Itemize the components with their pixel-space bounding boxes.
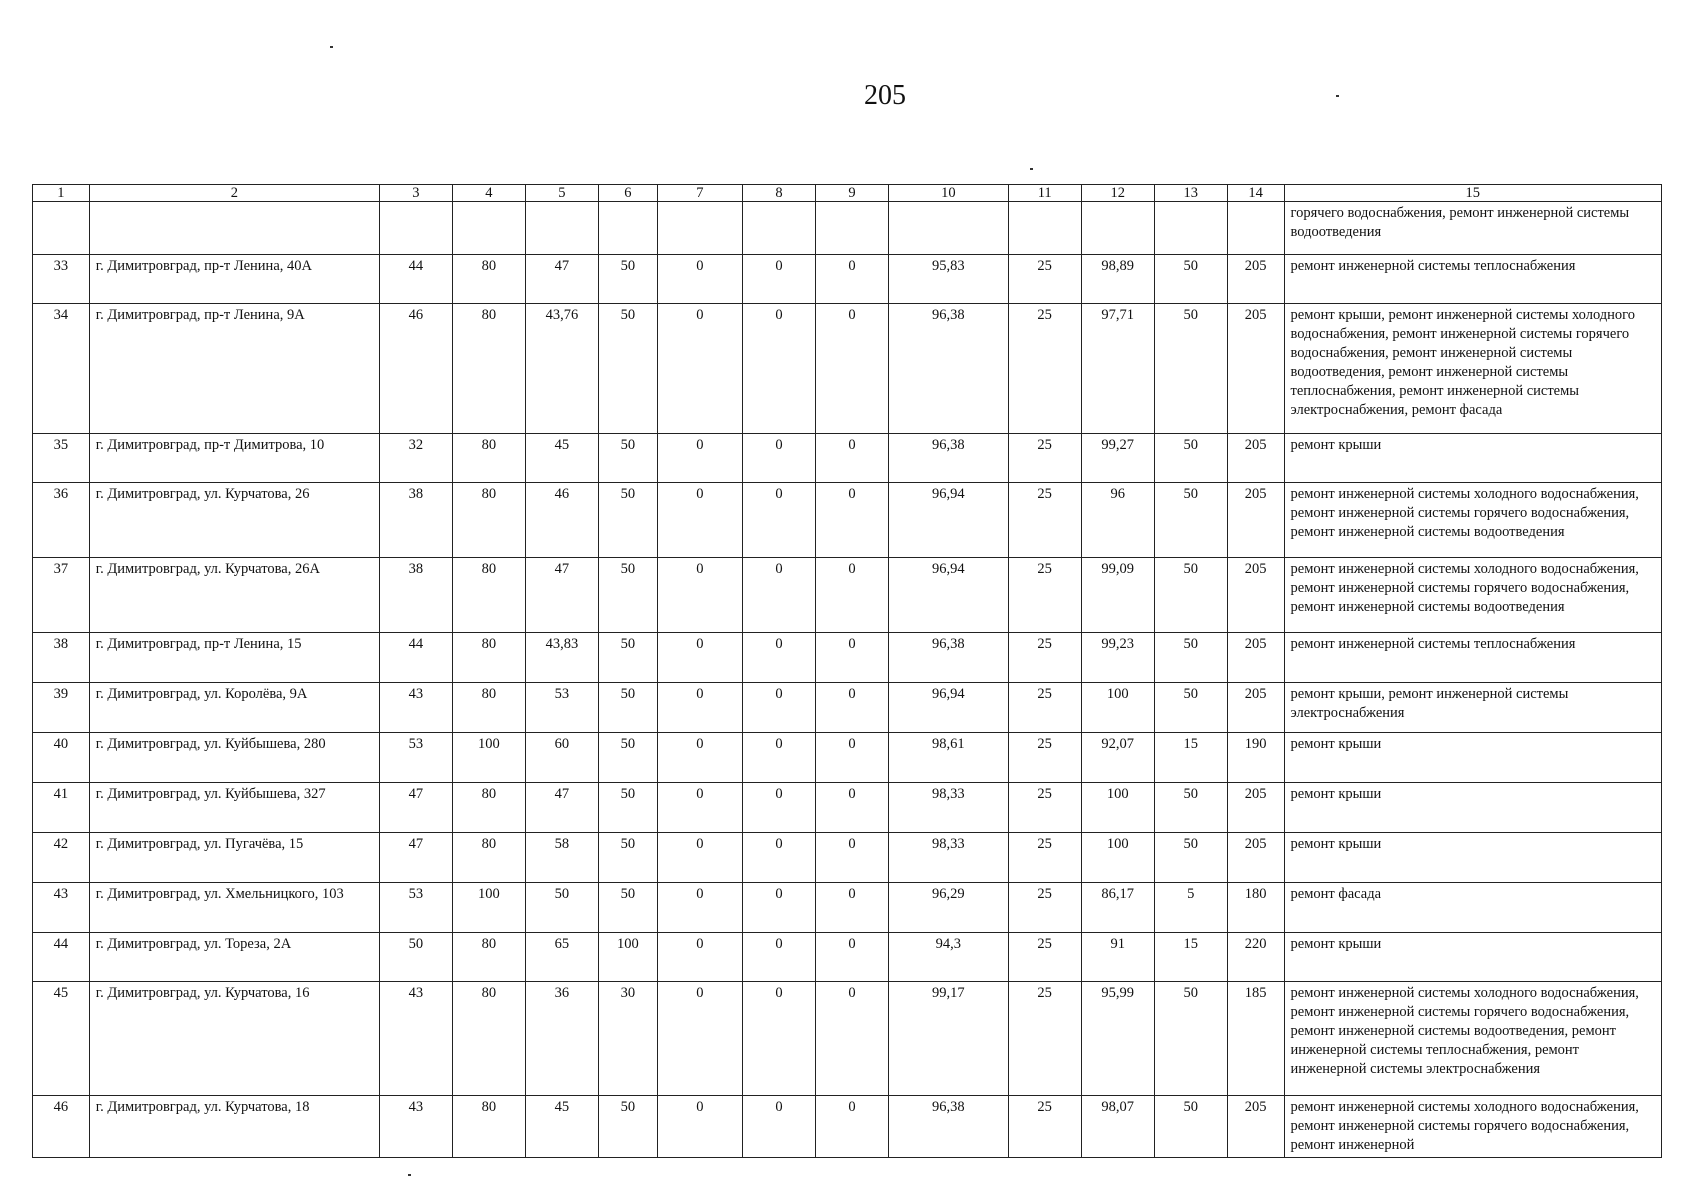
address-cell: г. Димитровград, ул. Куйбышева, 280 (89, 733, 379, 783)
value-cell-col-6: 50 (598, 1096, 657, 1158)
value-cell-col-6: 50 (598, 304, 657, 434)
value-cell-col-13: 50 (1154, 558, 1227, 633)
scan-speck (408, 1174, 411, 1176)
table-row (33, 558, 1662, 633)
row-number-cell: 41 (33, 783, 90, 833)
value-cell-col-9: 0 (815, 883, 888, 933)
scan-speck (1336, 95, 1339, 97)
value-cell-col-14: 205 (1227, 783, 1284, 833)
value-cell-col-9: 0 (815, 833, 888, 883)
scan-speck (1030, 168, 1033, 170)
table-row (33, 434, 1662, 483)
table-row (33, 1096, 1662, 1158)
value-cell-col-8: 0 (742, 483, 815, 558)
value-cell-col-12: 95,99 (1081, 982, 1154, 1096)
value-cell-col-12: 99,09 (1081, 558, 1154, 633)
works-cell: ремонт крыши (1284, 434, 1661, 483)
works-cell: ремонт инженерной системы теплоснабжения (1284, 255, 1661, 304)
row-number-cell: 42 (33, 833, 90, 883)
header-cell: 6 (598, 185, 657, 202)
table-row (33, 833, 1662, 883)
value-cell-col-13: 15 (1154, 933, 1227, 982)
value-cell-col-5: 53 (525, 683, 598, 733)
value-cell-col-14: 205 (1227, 1096, 1284, 1158)
value-cell-col-11: 25 (1008, 483, 1081, 558)
value-cell-col-9: 0 (815, 304, 888, 434)
value-cell-col-6: 100 (598, 933, 657, 982)
works-cell: ремонт крыши (1284, 733, 1661, 783)
value-cell-col-4: 100 (452, 733, 525, 783)
value-cell-col-3: 47 (379, 783, 452, 833)
value-cell-col-5: 36 (525, 982, 598, 1096)
value-cell-col-9: 0 (815, 255, 888, 304)
value-cell-col-5: 43,76 (525, 304, 598, 434)
value-cell-col-8 (742, 202, 815, 255)
value-cell-col-13: 50 (1154, 783, 1227, 833)
table-row (33, 683, 1662, 733)
address-cell: г. Димитровград, пр-т Ленина, 40А (89, 255, 379, 304)
value-cell-col-3: 38 (379, 558, 452, 633)
value-cell-col-14: 205 (1227, 558, 1284, 633)
value-cell-col-3: 44 (379, 255, 452, 304)
value-cell-col-7: 0 (657, 483, 742, 558)
value-cell-col-3: 47 (379, 833, 452, 883)
scan-speck (330, 46, 333, 48)
value-cell-col-14: 205 (1227, 434, 1284, 483)
value-cell-col-4: 80 (452, 304, 525, 434)
value-cell-col-8: 0 (742, 982, 815, 1096)
value-cell-col-13: 50 (1154, 833, 1227, 883)
value-cell-col-10: 96,38 (888, 434, 1008, 483)
address-cell: г. Димитровград, ул. Пугачёва, 15 (89, 833, 379, 883)
value-cell-col-10 (888, 202, 1008, 255)
value-cell-col-11: 25 (1008, 434, 1081, 483)
header-cell: 10 (888, 185, 1008, 202)
value-cell-col-9 (815, 202, 888, 255)
value-cell-col-7: 0 (657, 255, 742, 304)
value-cell-col-3: 43 (379, 982, 452, 1096)
address-cell: г. Димитровград, пр-т Ленина, 15 (89, 633, 379, 683)
header-cell: 3 (379, 185, 452, 202)
address-cell: г. Димитровград, ул. Куйбышева, 327 (89, 783, 379, 833)
address-cell: г. Димитровград, ул. Тореза, 2А (89, 933, 379, 982)
value-cell-col-10: 94,3 (888, 933, 1008, 982)
value-cell-col-13: 15 (1154, 733, 1227, 783)
value-cell-col-5: 65 (525, 933, 598, 982)
works-cell: ремонт крыши, ремонт инженерной системы холодного водоснабжения, ремонт инженерной системы горячего водоснабжения, ремонт инженерной системы водоотведения, ремонт инженерной системы теплоснабжения, ремонт инженерной системы электроснабжения, ремонт фасада (1284, 304, 1661, 434)
row-number-cell: 43 (33, 883, 90, 933)
address-cell: г. Димитровград, ул. Курчатова, 18 (89, 1096, 379, 1158)
value-cell-col-14: 205 (1227, 483, 1284, 558)
value-cell-col-4: 80 (452, 783, 525, 833)
value-cell-col-3: 43 (379, 1096, 452, 1158)
value-cell-col-9: 0 (815, 483, 888, 558)
table-row (33, 483, 1662, 558)
table-row (33, 202, 1662, 255)
address-cell: г. Димитровград, ул. Курчатова, 16 (89, 982, 379, 1096)
value-cell-col-11: 25 (1008, 933, 1081, 982)
value-cell-col-4: 80 (452, 255, 525, 304)
row-number-cell (33, 202, 90, 255)
value-cell-col-13: 5 (1154, 883, 1227, 933)
row-number-cell: 36 (33, 483, 90, 558)
value-cell-col-5: 47 (525, 783, 598, 833)
value-cell-col-5: 47 (525, 558, 598, 633)
value-cell-col-6: 50 (598, 434, 657, 483)
value-cell-col-12: 100 (1081, 833, 1154, 883)
value-cell-col-7: 0 (657, 833, 742, 883)
value-cell-col-6: 50 (598, 255, 657, 304)
value-cell-col-8: 0 (742, 558, 815, 633)
value-cell-col-14: 205 (1227, 633, 1284, 683)
value-cell-col-3: 44 (379, 633, 452, 683)
row-number-cell: 37 (33, 558, 90, 633)
value-cell-col-8: 0 (742, 304, 815, 434)
value-cell-col-14: 205 (1227, 304, 1284, 434)
value-cell-col-6: 30 (598, 982, 657, 1096)
value-cell-col-12: 99,23 (1081, 633, 1154, 683)
header-row (33, 185, 1662, 202)
value-cell-col-9: 0 (815, 434, 888, 483)
value-cell-col-4: 80 (452, 434, 525, 483)
works-cell: ремонт фасада (1284, 883, 1661, 933)
value-cell-col-7: 0 (657, 933, 742, 982)
header-cell: 2 (89, 185, 379, 202)
value-cell-col-6: 50 (598, 558, 657, 633)
value-cell-col-9: 0 (815, 733, 888, 783)
works-cell: ремонт инженерной системы холодного водоснабжения, ремонт инженерной системы горячего водоснабжения, ремонт инженерной (1284, 1096, 1661, 1158)
works-cell: ремонт инженерной системы холодного водоснабжения, ремонт инженерной системы горячего водоснабжения, ремонт инженерной системы водоотведения (1284, 483, 1661, 558)
table-row (33, 733, 1662, 783)
value-cell-col-11: 25 (1008, 683, 1081, 733)
works-cell: ремонт инженерной системы холодного водоснабжения, ремонт инженерной системы горячего водоснабжения, ремонт инженерной системы водоотведения (1284, 558, 1661, 633)
value-cell-col-5: 43,83 (525, 633, 598, 683)
value-cell-col-13: 50 (1154, 1096, 1227, 1158)
value-cell-col-5: 45 (525, 434, 598, 483)
value-cell-col-12: 98,89 (1081, 255, 1154, 304)
value-cell-col-3: 43 (379, 683, 452, 733)
value-cell-col-13: 50 (1154, 633, 1227, 683)
value-cell-col-9: 0 (815, 683, 888, 733)
value-cell-col-10: 96,38 (888, 304, 1008, 434)
value-cell-col-9: 0 (815, 633, 888, 683)
row-number-cell: 39 (33, 683, 90, 733)
value-cell-col-5: 50 (525, 883, 598, 933)
header-cell: 14 (1227, 185, 1284, 202)
value-cell-col-6: 50 (598, 483, 657, 558)
value-cell-col-12: 96 (1081, 483, 1154, 558)
value-cell-col-7: 0 (657, 304, 742, 434)
header-cell: 15 (1284, 185, 1661, 202)
value-cell-col-11: 25 (1008, 982, 1081, 1096)
address-cell: г. Димитровград, пр-т Димитрова, 10 (89, 434, 379, 483)
value-cell-col-14: 220 (1227, 933, 1284, 982)
value-cell-col-10: 96,94 (888, 683, 1008, 733)
value-cell-col-8: 0 (742, 255, 815, 304)
value-cell-col-12: 99,27 (1081, 434, 1154, 483)
address-cell: г. Димитровград, пр-т Ленина, 9А (89, 304, 379, 434)
row-number-cell: 34 (33, 304, 90, 434)
value-cell-col-8: 0 (742, 783, 815, 833)
works-cell: ремонт крыши, ремонт инженерной системы электроснабжения (1284, 683, 1661, 733)
value-cell-col-4: 80 (452, 1096, 525, 1158)
value-cell-col-3 (379, 202, 452, 255)
value-cell-col-12: 92,07 (1081, 733, 1154, 783)
value-cell-col-13: 50 (1154, 982, 1227, 1096)
header-cell: 11 (1008, 185, 1081, 202)
value-cell-col-9: 0 (815, 783, 888, 833)
value-cell-col-3: 46 (379, 304, 452, 434)
value-cell-col-10: 98,33 (888, 833, 1008, 883)
row-number-cell: 46 (33, 1096, 90, 1158)
value-cell-col-14: 190 (1227, 733, 1284, 783)
header-cell: 1 (33, 185, 90, 202)
address-cell (89, 202, 379, 255)
value-cell-col-7: 0 (657, 883, 742, 933)
value-cell-col-14: 185 (1227, 982, 1284, 1096)
value-cell-col-5: 60 (525, 733, 598, 783)
value-cell-col-7: 0 (657, 733, 742, 783)
value-cell-col-4: 80 (452, 982, 525, 1096)
value-cell-col-13 (1154, 202, 1227, 255)
value-cell-col-11: 25 (1008, 1096, 1081, 1158)
value-cell-col-13: 50 (1154, 304, 1227, 434)
value-cell-col-11: 25 (1008, 783, 1081, 833)
value-cell-col-8: 0 (742, 633, 815, 683)
value-cell-col-3: 53 (379, 883, 452, 933)
value-cell-col-3: 53 (379, 733, 452, 783)
address-cell: г. Димитровград, ул. Курчатова, 26А (89, 558, 379, 633)
value-cell-col-8: 0 (742, 883, 815, 933)
value-cell-col-11: 25 (1008, 833, 1081, 883)
page-number: 205 (864, 80, 906, 111)
value-cell-col-14: 205 (1227, 255, 1284, 304)
value-cell-col-14: 180 (1227, 883, 1284, 933)
value-cell-col-4 (452, 202, 525, 255)
table-row (33, 783, 1662, 833)
value-cell-col-3: 50 (379, 933, 452, 982)
value-cell-col-4: 80 (452, 933, 525, 982)
value-cell-col-12 (1081, 202, 1154, 255)
value-cell-col-8: 0 (742, 434, 815, 483)
value-cell-col-8: 0 (742, 683, 815, 733)
row-number-cell: 33 (33, 255, 90, 304)
value-cell-col-10: 96,38 (888, 633, 1008, 683)
value-cell-col-6 (598, 202, 657, 255)
value-cell-col-7 (657, 202, 742, 255)
value-cell-col-3: 38 (379, 483, 452, 558)
table-row (33, 933, 1662, 982)
value-cell-col-7: 0 (657, 633, 742, 683)
value-cell-col-12: 97,71 (1081, 304, 1154, 434)
value-cell-col-7: 0 (657, 683, 742, 733)
works-cell: горячего водоснабжения, ремонт инженерной системы водоотведения (1284, 202, 1661, 255)
value-cell-col-4: 100 (452, 883, 525, 933)
value-cell-col-9: 0 (815, 933, 888, 982)
value-cell-col-5: 45 (525, 1096, 598, 1158)
value-cell-col-6: 50 (598, 633, 657, 683)
table-row (33, 982, 1662, 1096)
value-cell-col-6: 50 (598, 733, 657, 783)
value-cell-col-13: 50 (1154, 483, 1227, 558)
works-cell: ремонт крыши (1284, 833, 1661, 883)
value-cell-col-13: 50 (1154, 255, 1227, 304)
value-cell-col-8: 0 (742, 733, 815, 783)
value-cell-col-13: 50 (1154, 434, 1227, 483)
value-cell-col-7: 0 (657, 558, 742, 633)
value-cell-col-9: 0 (815, 982, 888, 1096)
value-cell-col-12: 100 (1081, 783, 1154, 833)
value-cell-col-10: 98,33 (888, 783, 1008, 833)
header-cell: 8 (742, 185, 815, 202)
value-cell-col-11: 25 (1008, 255, 1081, 304)
value-cell-col-10: 99,17 (888, 982, 1008, 1096)
value-cell-col-11: 25 (1008, 633, 1081, 683)
value-cell-col-14: 205 (1227, 683, 1284, 733)
value-cell-col-7: 0 (657, 783, 742, 833)
value-cell-col-11: 25 (1008, 558, 1081, 633)
value-cell-col-9: 0 (815, 558, 888, 633)
value-cell-col-14: 205 (1227, 833, 1284, 883)
table-row (33, 255, 1662, 304)
value-cell-col-4: 80 (452, 683, 525, 733)
value-cell-col-12: 98,07 (1081, 1096, 1154, 1158)
value-cell-col-7: 0 (657, 1096, 742, 1158)
value-cell-col-6: 50 (598, 683, 657, 733)
value-cell-col-3: 32 (379, 434, 452, 483)
value-cell-col-10: 96,29 (888, 883, 1008, 933)
value-cell-col-11: 25 (1008, 733, 1081, 783)
value-cell-col-12: 86,17 (1081, 883, 1154, 933)
value-cell-col-11: 25 (1008, 883, 1081, 933)
value-cell-col-8: 0 (742, 1096, 815, 1158)
value-cell-col-4: 80 (452, 483, 525, 558)
value-cell-col-10: 96,38 (888, 1096, 1008, 1158)
works-cell: ремонт инженерной системы холодного водоснабжения, ремонт инженерной системы горячего водоснабжения, ремонт инженерной системы водоотведения, ремонт инженерной системы теплоснабжения, ремонт инженерной системы электроснабжения (1284, 982, 1661, 1096)
works-cell: ремонт крыши (1284, 783, 1661, 833)
value-cell-col-10: 95,83 (888, 255, 1008, 304)
value-cell-col-5 (525, 202, 598, 255)
row-number-cell: 44 (33, 933, 90, 982)
address-cell: г. Димитровград, ул. Хмельницкого, 103 (89, 883, 379, 933)
value-cell-col-13: 50 (1154, 683, 1227, 733)
value-cell-col-14 (1227, 202, 1284, 255)
value-cell-col-11 (1008, 202, 1081, 255)
header-cell: 12 (1081, 185, 1154, 202)
value-cell-col-6: 50 (598, 833, 657, 883)
value-cell-col-8: 0 (742, 933, 815, 982)
row-number-cell: 40 (33, 733, 90, 783)
row-number-cell: 45 (33, 982, 90, 1096)
value-cell-col-8: 0 (742, 833, 815, 883)
value-cell-col-7: 0 (657, 982, 742, 1096)
value-cell-col-4: 80 (452, 558, 525, 633)
row-number-cell: 38 (33, 633, 90, 683)
value-cell-col-5: 47 (525, 255, 598, 304)
table-row (33, 883, 1662, 933)
header-cell: 9 (815, 185, 888, 202)
header-cell: 5 (525, 185, 598, 202)
address-cell: г. Димитровград, ул. Королёва, 9А (89, 683, 379, 733)
value-cell-col-4: 80 (452, 633, 525, 683)
value-cell-col-10: 96,94 (888, 558, 1008, 633)
header-cell: 7 (657, 185, 742, 202)
address-cell: г. Димитровград, ул. Курчатова, 26 (89, 483, 379, 558)
value-cell-col-5: 46 (525, 483, 598, 558)
works-cell: ремонт инженерной системы теплоснабжения (1284, 633, 1661, 683)
works-cell: ремонт крыши (1284, 933, 1661, 982)
table-row (33, 304, 1662, 434)
value-cell-col-11: 25 (1008, 304, 1081, 434)
value-cell-col-12: 91 (1081, 933, 1154, 982)
value-cell-col-9: 0 (815, 1096, 888, 1158)
row-number-cell: 35 (33, 434, 90, 483)
value-cell-col-5: 58 (525, 833, 598, 883)
value-cell-col-10: 98,61 (888, 733, 1008, 783)
header-cell: 4 (452, 185, 525, 202)
header-cell: 13 (1154, 185, 1227, 202)
table-row (33, 633, 1662, 683)
value-cell-col-6: 50 (598, 783, 657, 833)
value-cell-col-10: 96,94 (888, 483, 1008, 558)
register-table (32, 184, 1662, 1158)
value-cell-col-12: 100 (1081, 683, 1154, 733)
value-cell-col-7: 0 (657, 434, 742, 483)
value-cell-col-4: 80 (452, 833, 525, 883)
value-cell-col-6: 50 (598, 883, 657, 933)
